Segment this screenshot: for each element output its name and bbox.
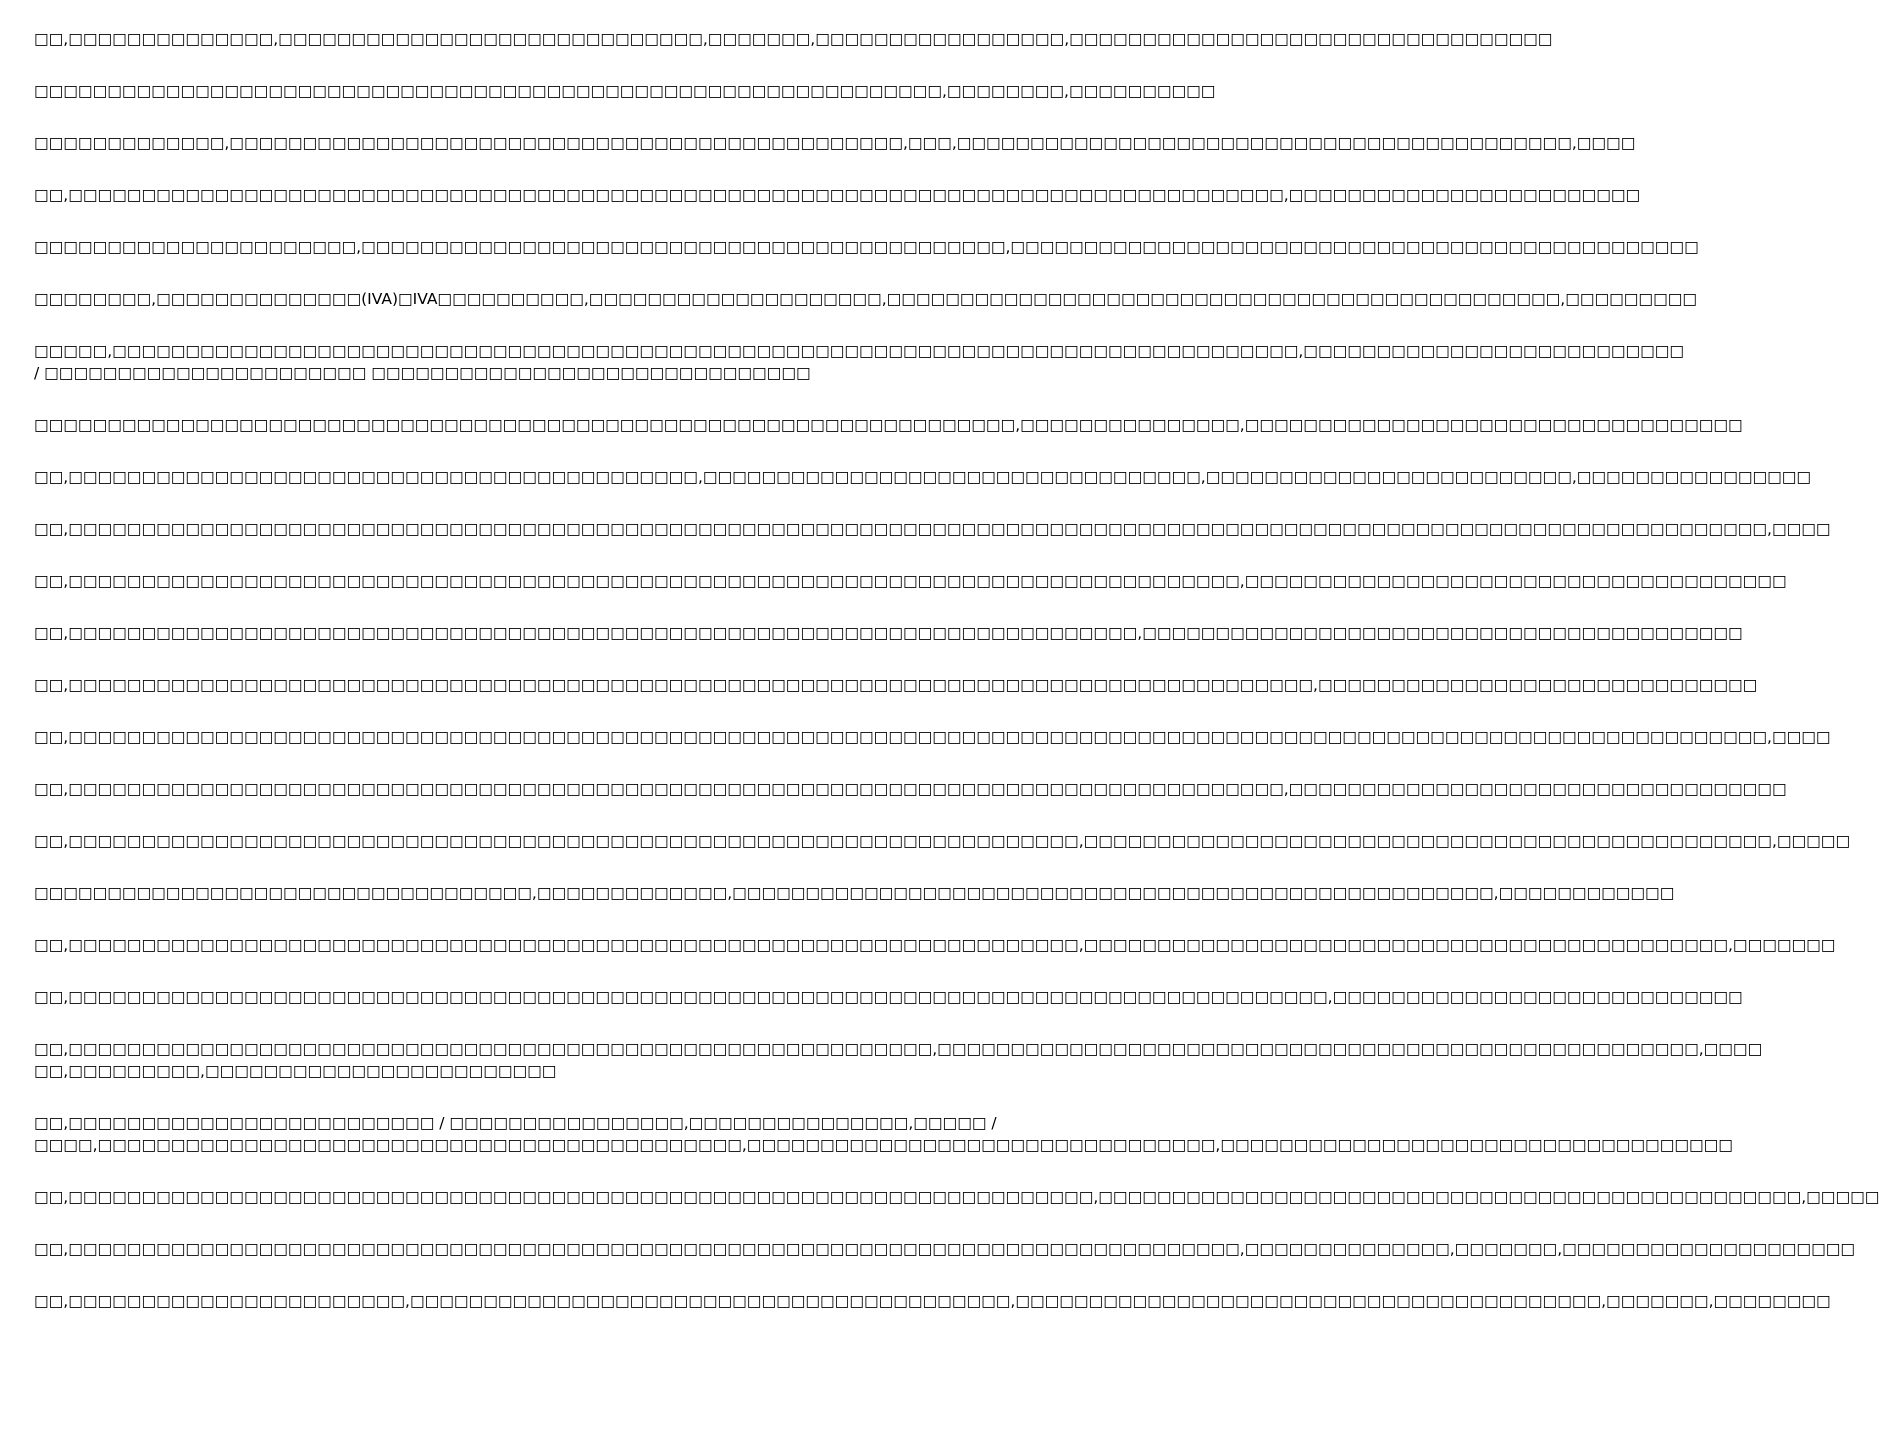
text-line: □□,□□□□□□□□□□□□□□□□□□□□□□□□□□□□□□□□□□□□□□□□□□□□□□□□□□□□□□□□□□□□□□□□□□□□□□□□□□□□□□□□,□□□□□□□□□□□□□□□□□□□□□□□□□□□□□□□□□□□□□ [34,572,1787,590]
paragraph [34,1238,1856,1260]
paragraph [34,778,1787,800]
paragraph [34,466,1812,488]
text-line: □□□□□□□□,□□□□□□□□□□□□□□(IVA)□IVA□□□□□□□□□□,□□□□□□□□□□□□□□□□□□□□,□□□□□□□□□□□□□□□□□□□□□□□□□□□□□□□□□□□□□□□□□□□□□□,□□□□□□□□□ [34,290,1698,308]
text-line: □□□□□□□□□□□□□□□□□□□□□□,□□□□□□□□□□□□□□□□□□□□□□□□□□□□□□□□□□□□□□□□□□□□,□□□□□□□□□□□□□□□□□□□□□□□□□□□□□□□□□□□□□□□□□□□□□□□ [34,238,1699,256]
paragraph [34,518,1831,540]
text-line: □□,□□□□□□□□□□□□□□□□□□□□□□□□□□□□□□□□□□□□□□□□□□□□□□□□□□□□□□□□□□□□□□□□□□□□□,□□□□□□□□□□□□□□□□□□□□□□□□□□□□□□□□□□□□□□□□□□□□□□□,□□□□□ [34,832,1851,850]
paragraph [34,80,1216,102]
paragraph [34,1112,1733,1156]
paragraph [34,414,1743,436]
paragraph [34,236,1699,258]
text-line: □□,□□□□□□□□□□□□□□□□□□□□□□□□□□□□□□□□□□□□□□□□□□□□□□□□□□□□□□□□□□□□□□□□□□□□□,□□□□□□□□□□□□□□□□□□□□□□□□□□□□□□□□□□□□□□□□□□□□,□□□□□□□ [34,936,1836,954]
paragraph [34,934,1836,956]
text-line: □□□□□□□□□□□□□□□□□□□□□□□□□□□□□□□□□□□□□□□□□□□□□□□□□□□□□□□□□□□□□□,□□□□□□□□,□□□□□□□□□□ [34,82,1216,100]
paragraph [34,28,1553,50]
text-line: □□,□□□□□□□□□□□□□□,□□□□□□□□□□□□□□□□□□□□□□□□□□□□□,□□□□□□□,□□□□□□□□□□□□□□□□□,□□□□□□□□□□□□□□□□□□□□□□□□□□□□□□□□□ [34,30,1553,48]
paragraph [34,1038,1763,1082]
text-line: □□,□□□□□□□□□□□□□□□□□□□□□□□□□□□□□□□□□□□□□□□□□□□□□□□□□□□□□□□□□□□□□□□□□□□□□□□□□□□□□□□□□□□,□□□□□□□□□□□□□□□□□□□□□□□□ [34,186,1641,204]
paragraph [34,340,1685,384]
paragraph [34,132,1636,154]
paragraph [34,726,1831,748]
text-line: □□,□□□□□□□□□,□□□□□□□□□□□□□□□□□□□□□□□□ [34,1062,557,1080]
text-line: □□,□□□□□□□□□□□□□□□□□□□□□□□□□□□□□□□□□□□□□□□□□□□□□□□□□□□□□□□□□□□□□□□□□□□□□□□□□□□□□□□□□□□□□,□□□□□□□□□□□□□□□□□□□□□□□□□□□□□□ [34,676,1758,694]
paragraph [34,882,1675,904]
text-line: □□□□,□□□□□□□□□□□□□□□□□□□□□□□□□□□□□□□□□□□□□□□□□□□□,□□□□□□□□□□□□□□□□□□□□□□□□□□□□□□□□,□□□□□□□□□□□□□□□□□□□□□□□□□□□□□□□□□□□ [34,1136,1733,1154]
paragraph [34,1290,1831,1312]
document-body [34,28,1879,1342]
text-line: □□□□□,□□□□□□□□□□□□□□□□□□□□□□□□□□□□□□□□□□□□□□□□□□□□□□□□□□□□□□□□□□□□□□□□□□□□□□□□□□□□□□□□□,□□□□□□□□□□□□□□□□□□□□□□□□□□ [34,342,1685,360]
text-line: □□,□□□□□□□□□□□□□□□□□□□□□□□□□□□□□□□□□□□□□□□□□□□□□□□□□□□□□□□□□□□□□□□□□□□□□□□□□□□□□□□□□□□□□□,□□□□□□□□□□□□□□□□□□□□□□□□□□□□ [34,988,1743,1006]
text-line: □□,□□□□□□□□□□□□□□□□□□□□□□□,□□□□□□□□□□□□□□□□□□□□□□□□□□□□□□□□□□□□□□□□□,□□□□□□□□□□□□□□□□□□□□□□□□□□□□□□□□□□□□□□□□,□□□□□□□,□□□□□□□□ [34,1292,1831,1310]
paragraph [34,288,1698,310]
text-line: □□,□□□□□□□□□□□□□□□□□□□□□□□□□□□□□□□□□□□□□□□□□□□□□□□□□□□□□□□□□□□□□□□□□□□□□□□□□□□□□□□□□□□,□□□□□□□□□□□□□□□□□□□□□□□□□□□□□□□□□□ [34,780,1787,798]
text-line: □□,□□□□□□□□□□□□□□□□□□□□□□□□□□□□□□□□□□□□□□□□□□□□□□□□□□□□□□□□□□□□□□□□□□□□□□□□□□□□□□□□,□□□□□□□□□□□□□□,□□□□□□□,□□□□□□□□□□□□□□□□□□□□ [34,1240,1856,1258]
text-line: □□□□□□□□□□□□□□□□□□□□□□□□□□□□□□□□□□□□□□□□□□□□□□□□□□□□□□□□□□□□□□□□□□□,□□□□□□□□□□□□□□□,□□□□□□□□□□□□□□□□□□□□□□□□□□□□□□□□□□ [34,416,1743,434]
text-line: □□□□□□□□□□□□□,□□□□□□□□□□□□□□□□□□□□□□□□□□□□□□□□□□□□□□□□□□□□□□,□□□,□□□□□□□□□□□□□□□□□□□□□□□□□□□□□□□□□□□□□□□□□□,□□□□ [34,134,1636,152]
text-line: □□,□□□□□□□□□□□□□□□□□□□□□□□□□□□□□□□□□□□□□□□□□□□□□□□□□□□□□□□□□□□□□□□□□□□□□□□□□□□□□□□□□□□□□□□□□□□□□□□□□□□□□□□□□□□□□□□□□□□□,□□□□ [34,728,1831,746]
paragraph [34,622,1743,644]
text-line: □□,□□□□□□□□□□□□□□□□□□□□□□□□□□□□□□□□□□□□□□□□□□□□□□□□□□□□□□□□□□□□□□□□□□□□□□,□□□□□□□□□□□□□□□□□□□□□□□□□□□□□□□□□□□□□□□□□□□□□□□□,□□□□□ [34,1188,1879,1206]
paragraph [34,1186,1879,1208]
text-line: □□,□□□□□□□□□□□□□□□□□□□□□□□□□□□□□□□□□□□□□□□□□□□□□□□□□□□□□□□□□□□□□□□□□□□□□□□□□□□□□□□□□□□□□□□□□□□□□□□□□□□□□□□□□□□□□□□□□□□□,□□□□ [34,520,1831,538]
text-line: □□,□□□□□□□□□□□□□□□□□□□□□□□□□□□□□□□□□□□□□□□□□□□□□□□□□□□□□□□□□□□,□□□□□□□□□□□□□□□□□□□□□□□□□□□□□□□□□□□□□□□□□□□□□□□□□□□□,□□□□ [34,1040,1763,1058]
text-line: □□,□□□□□□□□□□□□□□□□□□□□□□□□□ / □□□□□□□□□□□□□□□□,□□□□□□□□□□□□□□□,□□□□□ / [34,1114,997,1132]
text-line: □□□□□□□□□□□□□□□□□□□□□□□□□□□□□□□□□□,□□□□□□□□□□□□□,□□□□□□□□□□□□□□□□□□□□□□□□□□□□□□□□□□□□□□□□□□□□□□□□□□□□,□□□□□□□□□□□□ [34,884,1675,902]
paragraph [34,830,1851,852]
text-line: □□,□□□□□□□□□□□□□□□□□□□□□□□□□□□□□□□□□□□□□□□□□□□□□□□□□□□□□□□□□□□□□□□□□□□□□□□□□,□□□□□□□□□□□□□□□□□□□□□□□□□□□□□□□□□□□□□□□□□ [34,624,1743,642]
paragraph [34,674,1758,696]
paragraph [34,184,1641,206]
text-line: / □□□□□□□□□□□□□□□□□□□□□□ □□□□□□□□□□□□□□□□□□□□□□□□□□□□□□ [34,364,811,382]
paragraph [34,986,1743,1008]
text-line: □□,□□□□□□□□□□□□□□□□□□□□□□□□□□□□□□□□□□□□□□□□□□□,□□□□□□□□□□□□□□□□□□□□□□□□□□□□□□□□□□,□□□□□□□□□□□□□□□□□□□□□□□□□,□□□□□□□□□□□□□□□□ [34,468,1812,486]
paragraph [34,570,1787,592]
